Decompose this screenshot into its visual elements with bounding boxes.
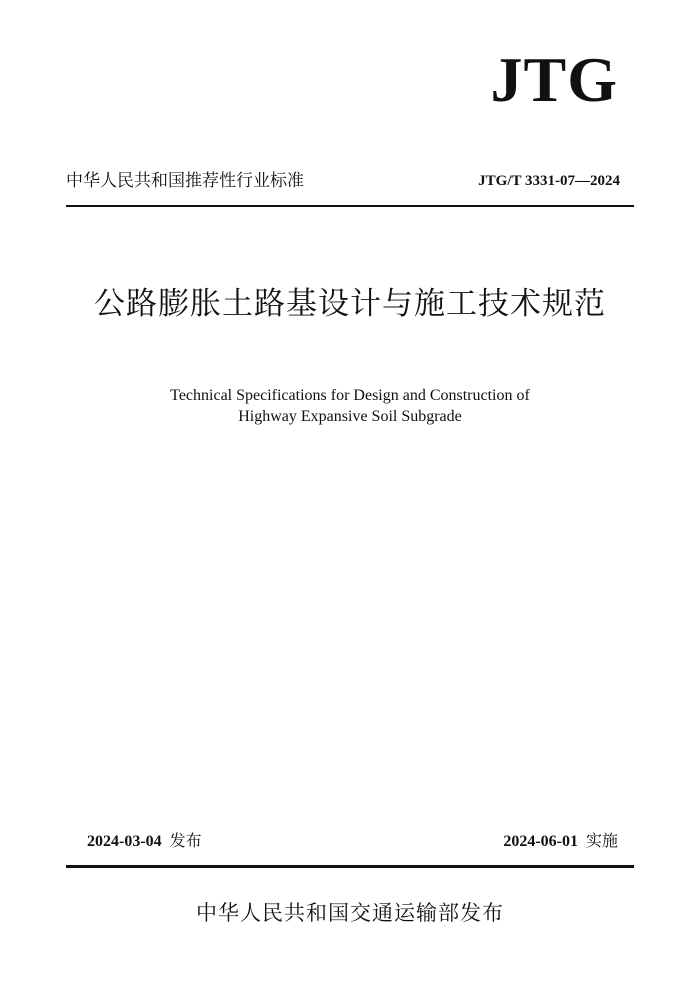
title-chinese: 公路膨胀土路基设计与施工技术规范: [94, 286, 606, 322]
effective-date: 2024-06-01: [503, 833, 578, 850]
issue-label: 发布: [169, 831, 202, 850]
issue-date: 2024-03-04: [87, 833, 162, 850]
title-english: [0, 385, 700, 427]
effective-label: 实施: [585, 831, 618, 850]
effective-date-block: [503, 833, 618, 850]
jtg-logo: JTG: [490, 44, 618, 115]
standard-type: 中华人民共和国推荐性行业标准: [66, 171, 304, 191]
issue-date-block: [87, 833, 202, 850]
header-rule: [66, 205, 634, 207]
publisher: 中华人民共和国交通运输部发布: [196, 901, 504, 925]
footer-rule: [66, 865, 634, 868]
standard-code: JTG/T 3331-07—2024: [478, 173, 620, 189]
title-english-line-1: Technical Specifications for Design and Construction of: [170, 387, 530, 404]
title-english-line-2: Highway Expansive Soil Subgrade: [238, 408, 462, 425]
